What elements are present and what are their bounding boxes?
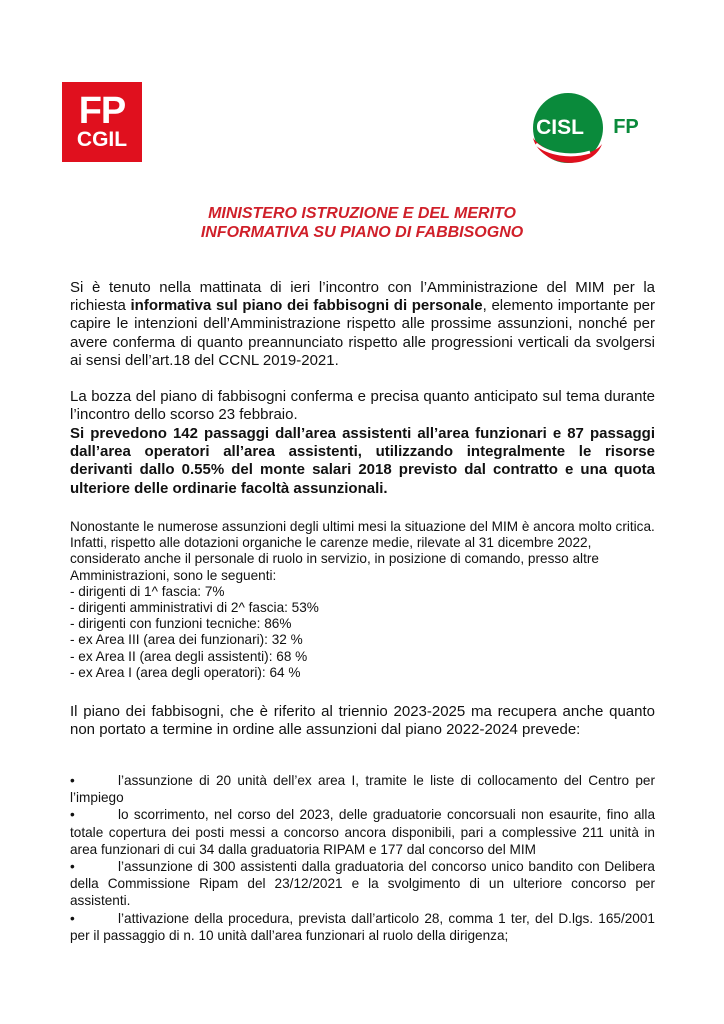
bullet-text: lo scorrimento, nel corso del 2023, delle graduatorie concorsuali non esaurite, fino alla totale copertura dei posti messi a concorso ancora disponibili, pari a complessive 211 unità in area funzionari di cui 34 dalla graduatoria RIPAM e 177 dal concorso del MIM [70, 807, 655, 857]
paragraph-1-after: , elemento importante per capire le intenzioni dell’Amministrazione rispetto alle prossime assunzioni, nonché per avere conferma di quanto preannunciato rispetto alle progressioni verticali da svolgersi ai sensi dell’art.18 del CCNL 2019-2021. [70, 297, 655, 369]
shortage-item: - ex Area II (area degli assistenti): 68 % [70, 648, 308, 664]
paragraph-1-before: Si è tenuto nella mattinata di ieri l’incontro con l’Amministrazione del MIM per la richiesta [70, 279, 655, 315]
bullet-item [70, 910, 655, 944]
paragraph-4: Il piano dei fabbisogni, che è riferito al triennio 2023-2025 ma recupera anche quanto non portato a termine in ordine alle assunzioni dal piano 2022-2024 prevede: [70, 703, 655, 739]
bullet-list [70, 772, 655, 944]
cisl-logo-text: CISL [536, 116, 584, 139]
paragraph-3-intro: Nonostante le numerose assunzioni degli ultimi mesi la situazione del MIM è ancora molto critica. Infatti, rispetto alle dotazioni organiche le carenze medie, rilevate al 31 dicembre 2022, considerato anche il personale di ruolo in servizio, in posizione di comando, presso altre Amministrazioni, sono le seguenti: [70, 519, 655, 583]
paragraph-3 [70, 519, 655, 681]
bullet-marker: • [70, 859, 75, 875]
shortage-item: - dirigenti con funzioni tecniche: 86% [70, 616, 292, 632]
bullet-text: l’assunzione di 20 unità dell’ex area I, tramite le liste di collocamento del Centro per l’impiego [70, 773, 655, 806]
fp-cgil-logo-line2: CGIL [76, 127, 128, 151]
title-line-1: MINISTERO ISTRUZIONE E DEL MERITO [208, 205, 516, 222]
bullet-item [70, 806, 655, 858]
bullet-marker: • [70, 773, 75, 788]
bullet-item [70, 772, 655, 806]
bullet-text: l’assunzione di 300 assistenti dalla graduatoria del concorso unico bandito con Delibera della Commissione Ripam del 23/12/2021 e la svolgimento di un ulteriore concorso per assistenti. [70, 859, 655, 909]
bullet-marker: • [70, 807, 75, 823]
document-title [0, 204, 724, 242]
bullet-marker: • [70, 910, 75, 926]
paragraph-1-bold: informativa sul piano dei fabbisogni di personale [130, 297, 483, 315]
cisl-fp-logo [530, 92, 642, 164]
shortage-item: - dirigenti di 1^ fascia: 7% [70, 583, 225, 599]
paragraph-2-bold: Si prevedono 142 passaggi dall’area assistenti all’area funzionari e 87 passaggi dall’area operatori all’area assistenti, utilizzando integralmente le risorse derivanti dallo 0.55% del monte salari 2018 previsto dal contratto e una quota ulteriore delle ordinarie facoltà assunzionali. [70, 425, 655, 497]
paragraph-2: La bozza del piano di fabbisogni conferma e precisa quanto anticipato sul tema durante l’incontro dello scorso 23 febbraio. [70, 388, 655, 424]
paragraph-1 [70, 279, 655, 370]
title-line-2: INFORMATIVA SU PIANO DI FABBISOGNO [200, 224, 524, 241]
fp-logo-text: FP [613, 116, 639, 138]
shortage-item: - ex Area III (area dei funzionari): 32 % [70, 632, 303, 648]
shortage-item: - ex Area I (area degli operatori): 64 % [70, 664, 301, 680]
fp-cgil-logo [62, 82, 142, 162]
bullet-text: l’attivazione della procedura, prevista dall’articolo 28, comma 1 ter, del D.lgs. 165/2001 per il passaggio di n. 10 unità dall’area funzionari al ruolo della dirigenza; [70, 910, 655, 943]
fp-cgil-logo-line1: FP [78, 90, 126, 133]
shortage-item: - dirigenti amministrativi di 2^ fascia: 53% [70, 600, 319, 616]
bullet-item [70, 858, 655, 910]
